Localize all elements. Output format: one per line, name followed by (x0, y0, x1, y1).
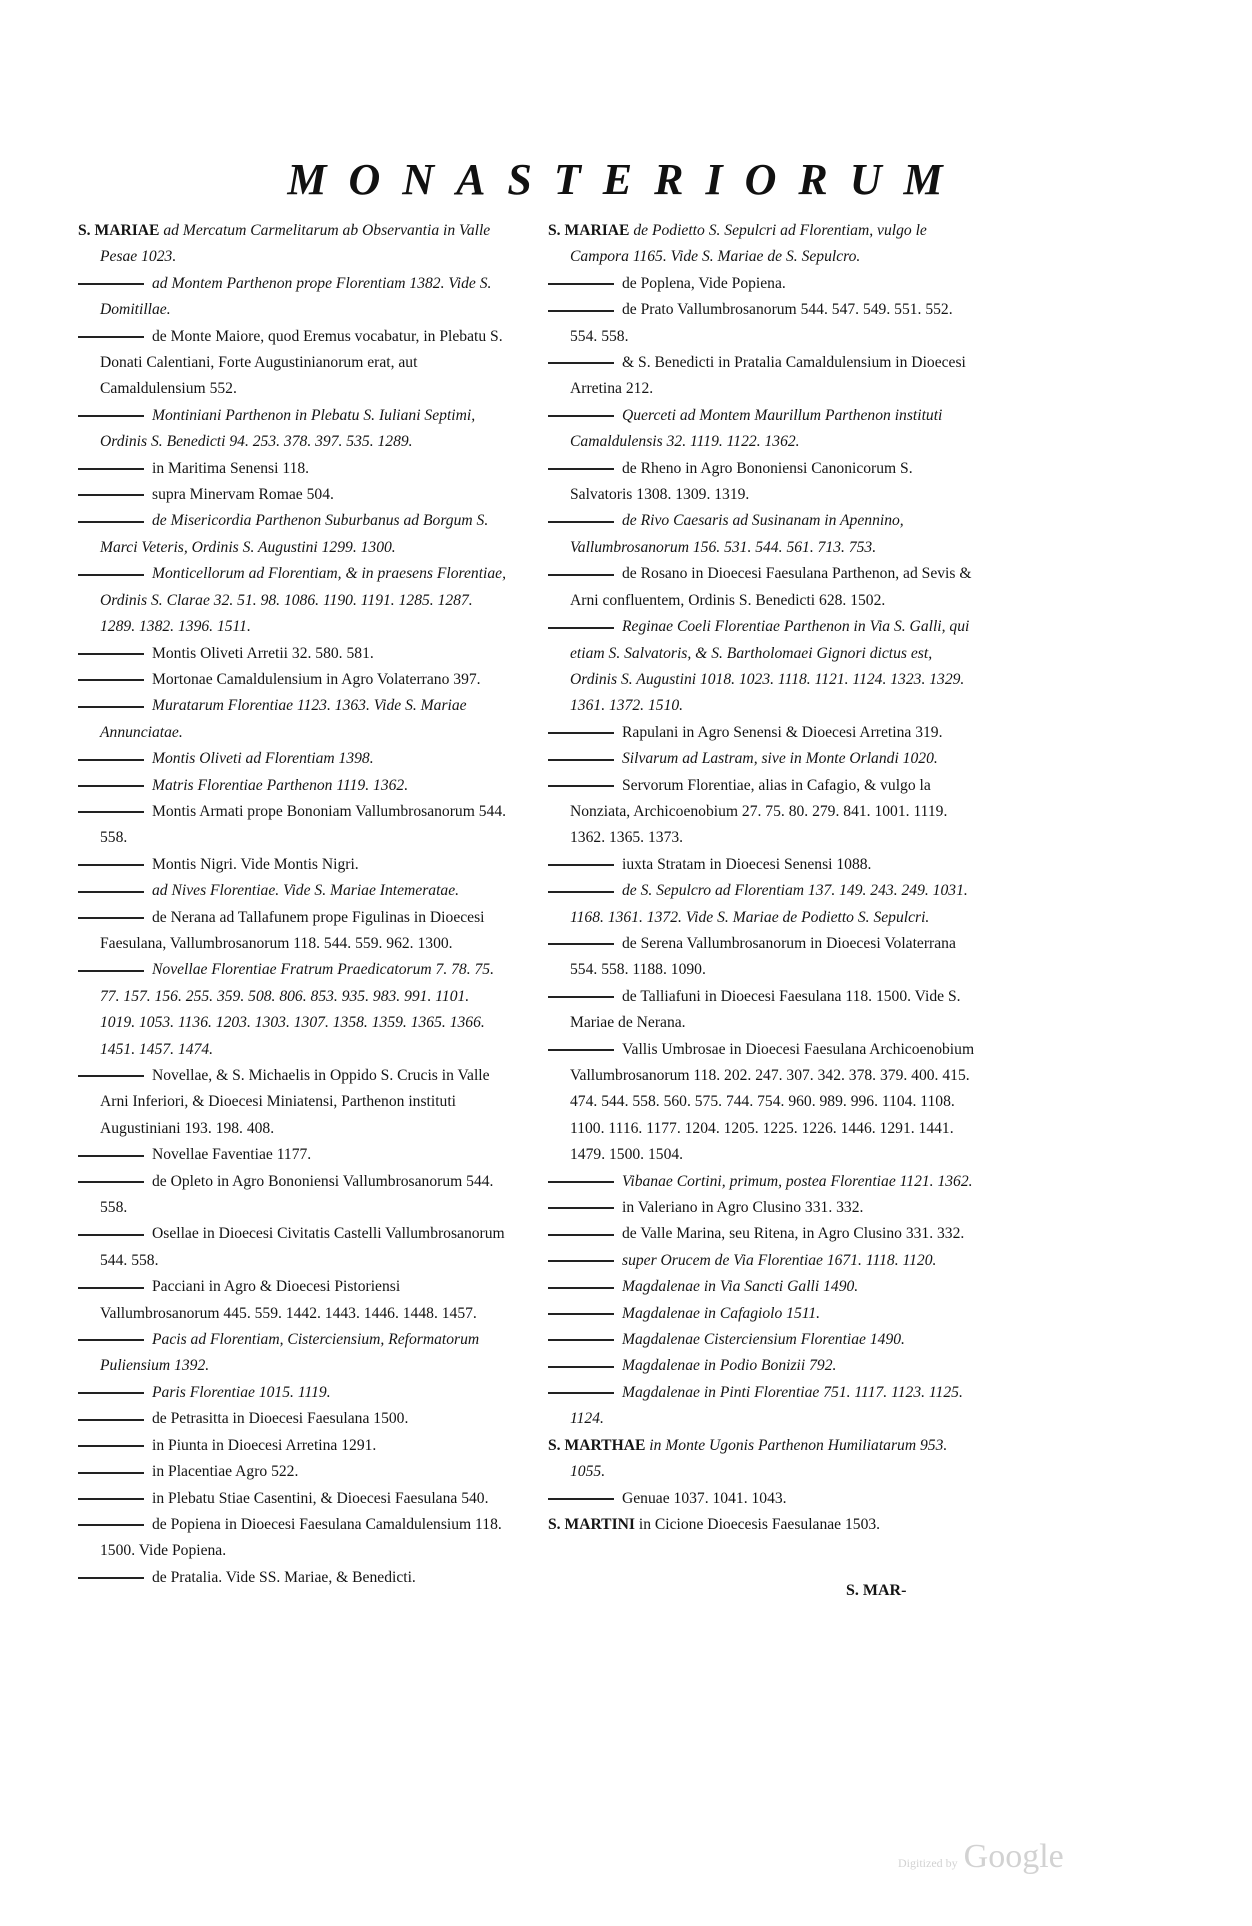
entry-text: de Rosano in Dioecesi Faesulana Parthenon, ad Sevis & Arni confluentem, Ordinis S. Benedicti 628. 1502. (570, 565, 972, 609)
index-entry (548, 271, 978, 297)
ditto-dash (548, 943, 614, 945)
index-entry (78, 1169, 506, 1222)
index-entry (548, 720, 978, 746)
entry-text: Novellae Faventiae 1177. (152, 1146, 312, 1164)
index-entry (548, 614, 978, 720)
index-entry (548, 1486, 978, 1512)
ditto-dash (78, 679, 144, 681)
entry-text: Monticellorum ad Florentiam, & in praesens Florentiae, Ordinis S. Clarae 32. 51. 98. 1086. 1190. 1191. 1285. 1287. 1289. 1382. 1396. 1511. (100, 565, 506, 636)
ditto-dash (78, 706, 144, 708)
entry-text: Querceti ad Montem Maurillum Parthenon instituti Camaldulensis 32. 1119. 1122. 1362. (570, 406, 943, 451)
ditto-dash (78, 1498, 144, 1500)
entry-text: Silvarum ad Lastram, sive in Monte Orlandi 1020. (622, 750, 938, 768)
ditto-dash (78, 1445, 144, 1447)
ditto-dash (548, 283, 614, 285)
ditto-dash (78, 891, 144, 893)
ditto-dash (78, 415, 144, 417)
entry-text: Vallis Umbrosae in Dioecesi Faesulana Archicoenobium Vallumbrosanorum 118. 202. 247. 307. 342. 378. 379. 400. 415. 474. 544. 558. 560. 575. 744. 754. 960. 989. 996. 1104. 1108. 1100. 1116. 1177. 1204. 1205. 1225. 1226. 1446. 1291. 1441. 1479. 1500. 1504. (570, 1040, 975, 1164)
index-entry (78, 1486, 506, 1512)
index-entry (548, 508, 978, 561)
entry-text: Montis Oliveti ad Florentiam 1398. (152, 750, 374, 768)
entry-heading: S. MARTHAE (548, 1436, 646, 1454)
index-entry (548, 1274, 978, 1300)
index-entry (78, 1327, 506, 1380)
entry-text: de S. Sepulcro ad Florentiam 137. 149. 243. 249. 1031. 1168. 1361. 1372. Vide S. Mariae de Podietto S. Sepulcri. (570, 882, 968, 926)
ditto-dash (548, 1181, 614, 1183)
entry-text: Rapulani in Agro Senensi & Dioecesi Arretina 319. (622, 723, 943, 741)
entry-text: Montis Nigri. Vide Montis Nigri. (152, 855, 359, 873)
index-entry (548, 1353, 978, 1379)
entry-text: Montiniani Parthenon in Plebatu S. Iuliani Septimi, Ordinis S. Benedicti 94. 253. 378. 397. 535. 1289. (100, 406, 476, 451)
index-entry (78, 1380, 506, 1406)
watermark-prefix: Digitized by (898, 1856, 958, 1870)
index-entry (548, 403, 978, 456)
ditto-dash (548, 759, 614, 761)
index-entry (548, 218, 978, 271)
index-entry (548, 297, 978, 350)
entry-text: de Opleto in Agro Bononiensi Vallumbrosanorum 544. 558. (100, 1172, 494, 1217)
ditto-dash (78, 283, 144, 285)
index-entry (78, 641, 506, 667)
index-entry (78, 403, 506, 456)
watermark-brand: Google (963, 1838, 1064, 1875)
ditto-dash (78, 811, 144, 813)
index-entry (548, 1195, 978, 1221)
entry-heading: S. MARIAE (78, 222, 160, 239)
ditto-dash (548, 1049, 614, 1051)
ditto-dash (78, 917, 144, 919)
entry-text: Pacis ad Florentiam, Cisterciensium, Reformatorum Puliensium 1392. (100, 1331, 480, 1375)
ditto-dash (548, 1392, 614, 1394)
right-column (548, 218, 978, 1538)
entry-text: de Serena Vallumbrosanorum in Dioecesi Volaterrana 554. 558. 1188. 1090. (570, 934, 956, 979)
index-entry (548, 1380, 978, 1433)
entry-text: Magdalenae in Pinti Florentiae 751. 1117. 1123. 1125. 1124. (570, 1383, 963, 1428)
entry-text: Vibanae Cortini, primum, postea Florentiae 1121. 1362. (622, 1172, 973, 1190)
entry-text: in Maritima Senensi 118. (152, 459, 310, 477)
index-entry (548, 561, 978, 614)
page-title: MONASTERIORUM (287, 155, 965, 204)
index-entry (78, 1406, 506, 1432)
ditto-dash (78, 1524, 144, 1526)
entry-text: de Rheno in Agro Bononiensi Canonicorum S. Salvatoris 1308. 1309. 1319. (570, 459, 913, 504)
index-entry (78, 773, 506, 799)
index-entry (548, 1248, 978, 1274)
entry-text: super Orucem de Via Florentiae 1671. 1118. 1120. (622, 1251, 937, 1269)
ditto-dash (548, 785, 614, 787)
ditto-dash (78, 494, 144, 496)
entry-text: de Popiena in Dioecesi Faesulana Camaldulensium 118. 1500. Vide Popiena. (100, 1515, 502, 1560)
ditto-dash (78, 1181, 144, 1183)
index-entry (548, 350, 978, 403)
entry-text: Matris Florentiae Parthenon 1119. 1362. (152, 776, 409, 794)
entry-text: Magdalenae in Via Sancti Galli 1490. (622, 1278, 859, 1296)
index-entry (548, 1169, 978, 1195)
digitized-watermark (898, 1838, 1064, 1876)
index-entry (548, 1512, 978, 1538)
ditto-dash (78, 1155, 144, 1157)
entry-text: ad Mercatum Carmelitarum ab Observantia in Valle Pesae 1023. (100, 222, 491, 266)
index-entry (78, 1565, 506, 1591)
entry-text: Mortonae Camaldulensium in Agro Volaterrano 397. (152, 670, 481, 688)
index-entry (548, 878, 978, 931)
ditto-dash (548, 415, 614, 417)
ditto-dash (78, 521, 144, 523)
entry-text: in Monte Ugonis Parthenon Humiliatarum 953. 1055. (570, 1436, 948, 1481)
entry-text: Genuae 1037. 1041. 1043. (622, 1489, 787, 1507)
index-entry (78, 1274, 506, 1327)
entry-text: & S. Benedicti in Pratalia Camaldulensium in Dioecesi Arretina 212. (570, 354, 966, 398)
ditto-dash (548, 362, 614, 364)
entry-text: Novellae, & S. Michaelis in Oppido S. Crucis in Valle Arni Inferiori, & Dioecesi Miniatensi, Parthenon instituti Augustiniani 193. 198. 408. (100, 1067, 490, 1137)
entry-text: de Prato Vallumbrosanorum 544. 547. 549. 551. 552. 554. 558. (570, 301, 953, 345)
ditto-dash (548, 1234, 614, 1236)
index-entry (78, 799, 506, 852)
ditto-dash (548, 1313, 614, 1315)
ditto-dash (78, 1472, 144, 1474)
index-entry (548, 456, 978, 509)
index-entry (78, 1433, 506, 1459)
entry-text: ad Nives Florentiae. Vide S. Mariae Intemeratae. (152, 882, 460, 900)
entry-text: in Piunta in Dioecesi Arretina 1291. (152, 1436, 377, 1454)
index-entry (78, 1221, 506, 1274)
entry-text: de Poplena, Vide Popiena. (622, 274, 786, 292)
index-entry (548, 773, 978, 852)
ditto-dash (78, 574, 144, 576)
entry-text: Reginae Coeli Florentiae Parthenon in Via S. Galli, qui etiam S. Salvatoris, & S. Bartholomaei Gignori dictus est, Ordinis S. Augustini 1018. 1023. 1118. 1121. 1124. 1323. 1329. 1361. 1372. 1510. (570, 618, 970, 715)
ditto-dash (548, 574, 614, 576)
ditto-dash (78, 1419, 144, 1421)
entry-heading: S. MARTINI (548, 1515, 635, 1533)
index-entry (78, 667, 506, 693)
entry-text: de Nerana ad Tallafunem prope Figulinas in Dioecesi Faesulana, Vallumbrosanorum 118. 544. 559. 962. 1300. (100, 908, 485, 952)
ditto-dash (548, 1260, 614, 1262)
entry-text: Magdalenae in Cafagiolo 1511. (622, 1304, 821, 1322)
index-entry (78, 508, 506, 561)
index-entry (548, 1037, 978, 1169)
ditto-dash (78, 1392, 144, 1394)
entry-text: Montis Armati prope Bononiam Vallumbrosanorum 544. 558. (100, 802, 507, 847)
index-entry (548, 931, 978, 984)
entry-text: de Valle Marina, seu Ritena, in Agro Clusino 331. 332. (622, 1225, 965, 1243)
index-entry (78, 324, 506, 403)
ditto-dash (548, 864, 614, 866)
ditto-dash (78, 864, 144, 866)
ditto-dash (548, 310, 614, 312)
ditto-dash (548, 891, 614, 893)
left-column (78, 218, 506, 1591)
index-entry (548, 746, 978, 772)
entry-text: de Pratalia. Vide SS. Mariae, & Benedicti. (152, 1568, 416, 1586)
entry-text: in Plebatu Stiae Casentini, & Dioecesi Faesulana 540. (152, 1489, 489, 1507)
ditto-dash (78, 1287, 144, 1289)
entry-text: in Placentiae Agro 522. (152, 1463, 299, 1481)
index-entry (548, 1301, 978, 1327)
entry-text: iuxta Stratam in Dioecesi Senensi 1088. (622, 855, 872, 873)
entry-text: de Petrasitta in Dioecesi Faesulana 1500. (152, 1410, 409, 1428)
ditto-dash (548, 1366, 614, 1368)
index-entry (548, 1327, 978, 1353)
entry-text: Magdalenae in Podio Bonizii 792. (622, 1357, 837, 1375)
ditto-dash (548, 1287, 614, 1289)
index-entry (548, 852, 978, 878)
ditto-dash (78, 336, 144, 338)
entry-text: in Valeriano in Agro Clusino 331. 332. (622, 1199, 864, 1217)
index-entry (78, 693, 506, 746)
ditto-dash (548, 1339, 614, 1341)
ditto-dash (548, 1207, 614, 1209)
ditto-dash (78, 970, 144, 972)
ditto-dash (548, 1498, 614, 1500)
entry-text: Novellae Florentiae Fratrum Praedicatorum 7. 78. 75. 77. 157. 156. 255. 359. 508. 806. 853. 935. 983. 991. 1101. 1019. 1053. 1136. 1203. 1303. 1307. 1358. 1359. 1365. 1366. 1451. 1457. 1474. (100, 961, 495, 1058)
entry-text: Pacciani in Agro & Dioecesi Pistoriensi Vallumbrosanorum 445. 559. 1442. 1443. 1446. 1448. 1457. (100, 1278, 477, 1322)
entry-text: Montis Oliveti Arretii 32. 580. 581. (152, 644, 374, 662)
entry-text: de Talliafuni in Dioecesi Faesulana 118. 1500. Vide S. Mariae de Nerana. (570, 987, 961, 1032)
index-entry (78, 957, 506, 1063)
entry-heading: S. MARIAE (548, 222, 630, 239)
index-entry (78, 561, 506, 640)
ditto-dash (548, 732, 614, 734)
entry-text: in Cicione Dioecesis Faesulanae 1503. (638, 1515, 881, 1533)
catchword: S. MAR- (846, 1582, 907, 1599)
index-entry (78, 1063, 506, 1142)
ditto-dash (78, 1075, 144, 1077)
ditto-dash (78, 785, 144, 787)
index-entry (78, 852, 506, 878)
ditto-dash (78, 468, 144, 470)
entry-text: de Podietto S. Sepulcri ad Florentiam, vulgo le Campora 1165. Vide S. Mariae de S. Sepulcro. (570, 222, 927, 266)
entry-text: Osellae in Dioecesi Civitatis Castelli Vallumbrosanorum 544. 558. (100, 1225, 505, 1269)
ditto-dash (78, 759, 144, 761)
ditto-dash (78, 1577, 144, 1579)
ditto-dash (78, 1234, 144, 1236)
entry-text: de Rivo Caesaris ad Susinanam in Apennino, Vallumbrosanorum 156. 531. 544. 561. 713. 753. (570, 512, 904, 556)
index-entry (78, 482, 506, 508)
entry-text: ad Montem Parthenon prope Florentiam 1382. Vide S. Domitillae. (100, 274, 492, 319)
index-entry (548, 1221, 978, 1247)
entry-text: Servorum Florentiae, alias in Cafagio, & vulgo la Nonziata, Archicoenobium 27. 75. 80. 279. 841. 1001. 1119. 1362. 1365. 1373. (570, 776, 948, 847)
index-entry (548, 984, 978, 1037)
entry-text: de Misericordia Parthenon Suburbanus ad Borgum S. Marci Veteris, Ordinis S. Augustini 1299. 1300. (100, 512, 489, 556)
ditto-dash (78, 1339, 144, 1341)
index-entry (78, 271, 506, 324)
index-entry (548, 1433, 978, 1486)
entry-text: supra Minervam Romae 504. (152, 486, 334, 504)
entry-text: Magdalenae Cisterciensium Florentiae 1490. (622, 1331, 905, 1349)
index-entry (78, 878, 506, 904)
ditto-dash (548, 521, 614, 523)
entry-text: de Monte Maiore, quod Eremus vocabatur, in Plebatu S. Donati Calentiani, Forte Augustinianorum erat, aut Camaldulensium 552. (100, 327, 503, 398)
index-entry (78, 218, 506, 271)
index-entry (78, 456, 506, 482)
ditto-dash (78, 653, 144, 655)
ditto-dash (548, 468, 614, 470)
ditto-dash (548, 996, 614, 998)
ditto-dash (548, 627, 614, 629)
entry-text: Paris Florentiae 1015. 1119. (152, 1383, 331, 1401)
index-entry (78, 1512, 506, 1565)
index-entry (78, 1459, 506, 1485)
index-entry (78, 1142, 506, 1168)
entry-text: Muratarum Florentiae 1123. 1363. Vide S. Mariae Annunciatae. (100, 697, 467, 741)
index-entry (78, 905, 506, 958)
index-entry (78, 746, 506, 772)
